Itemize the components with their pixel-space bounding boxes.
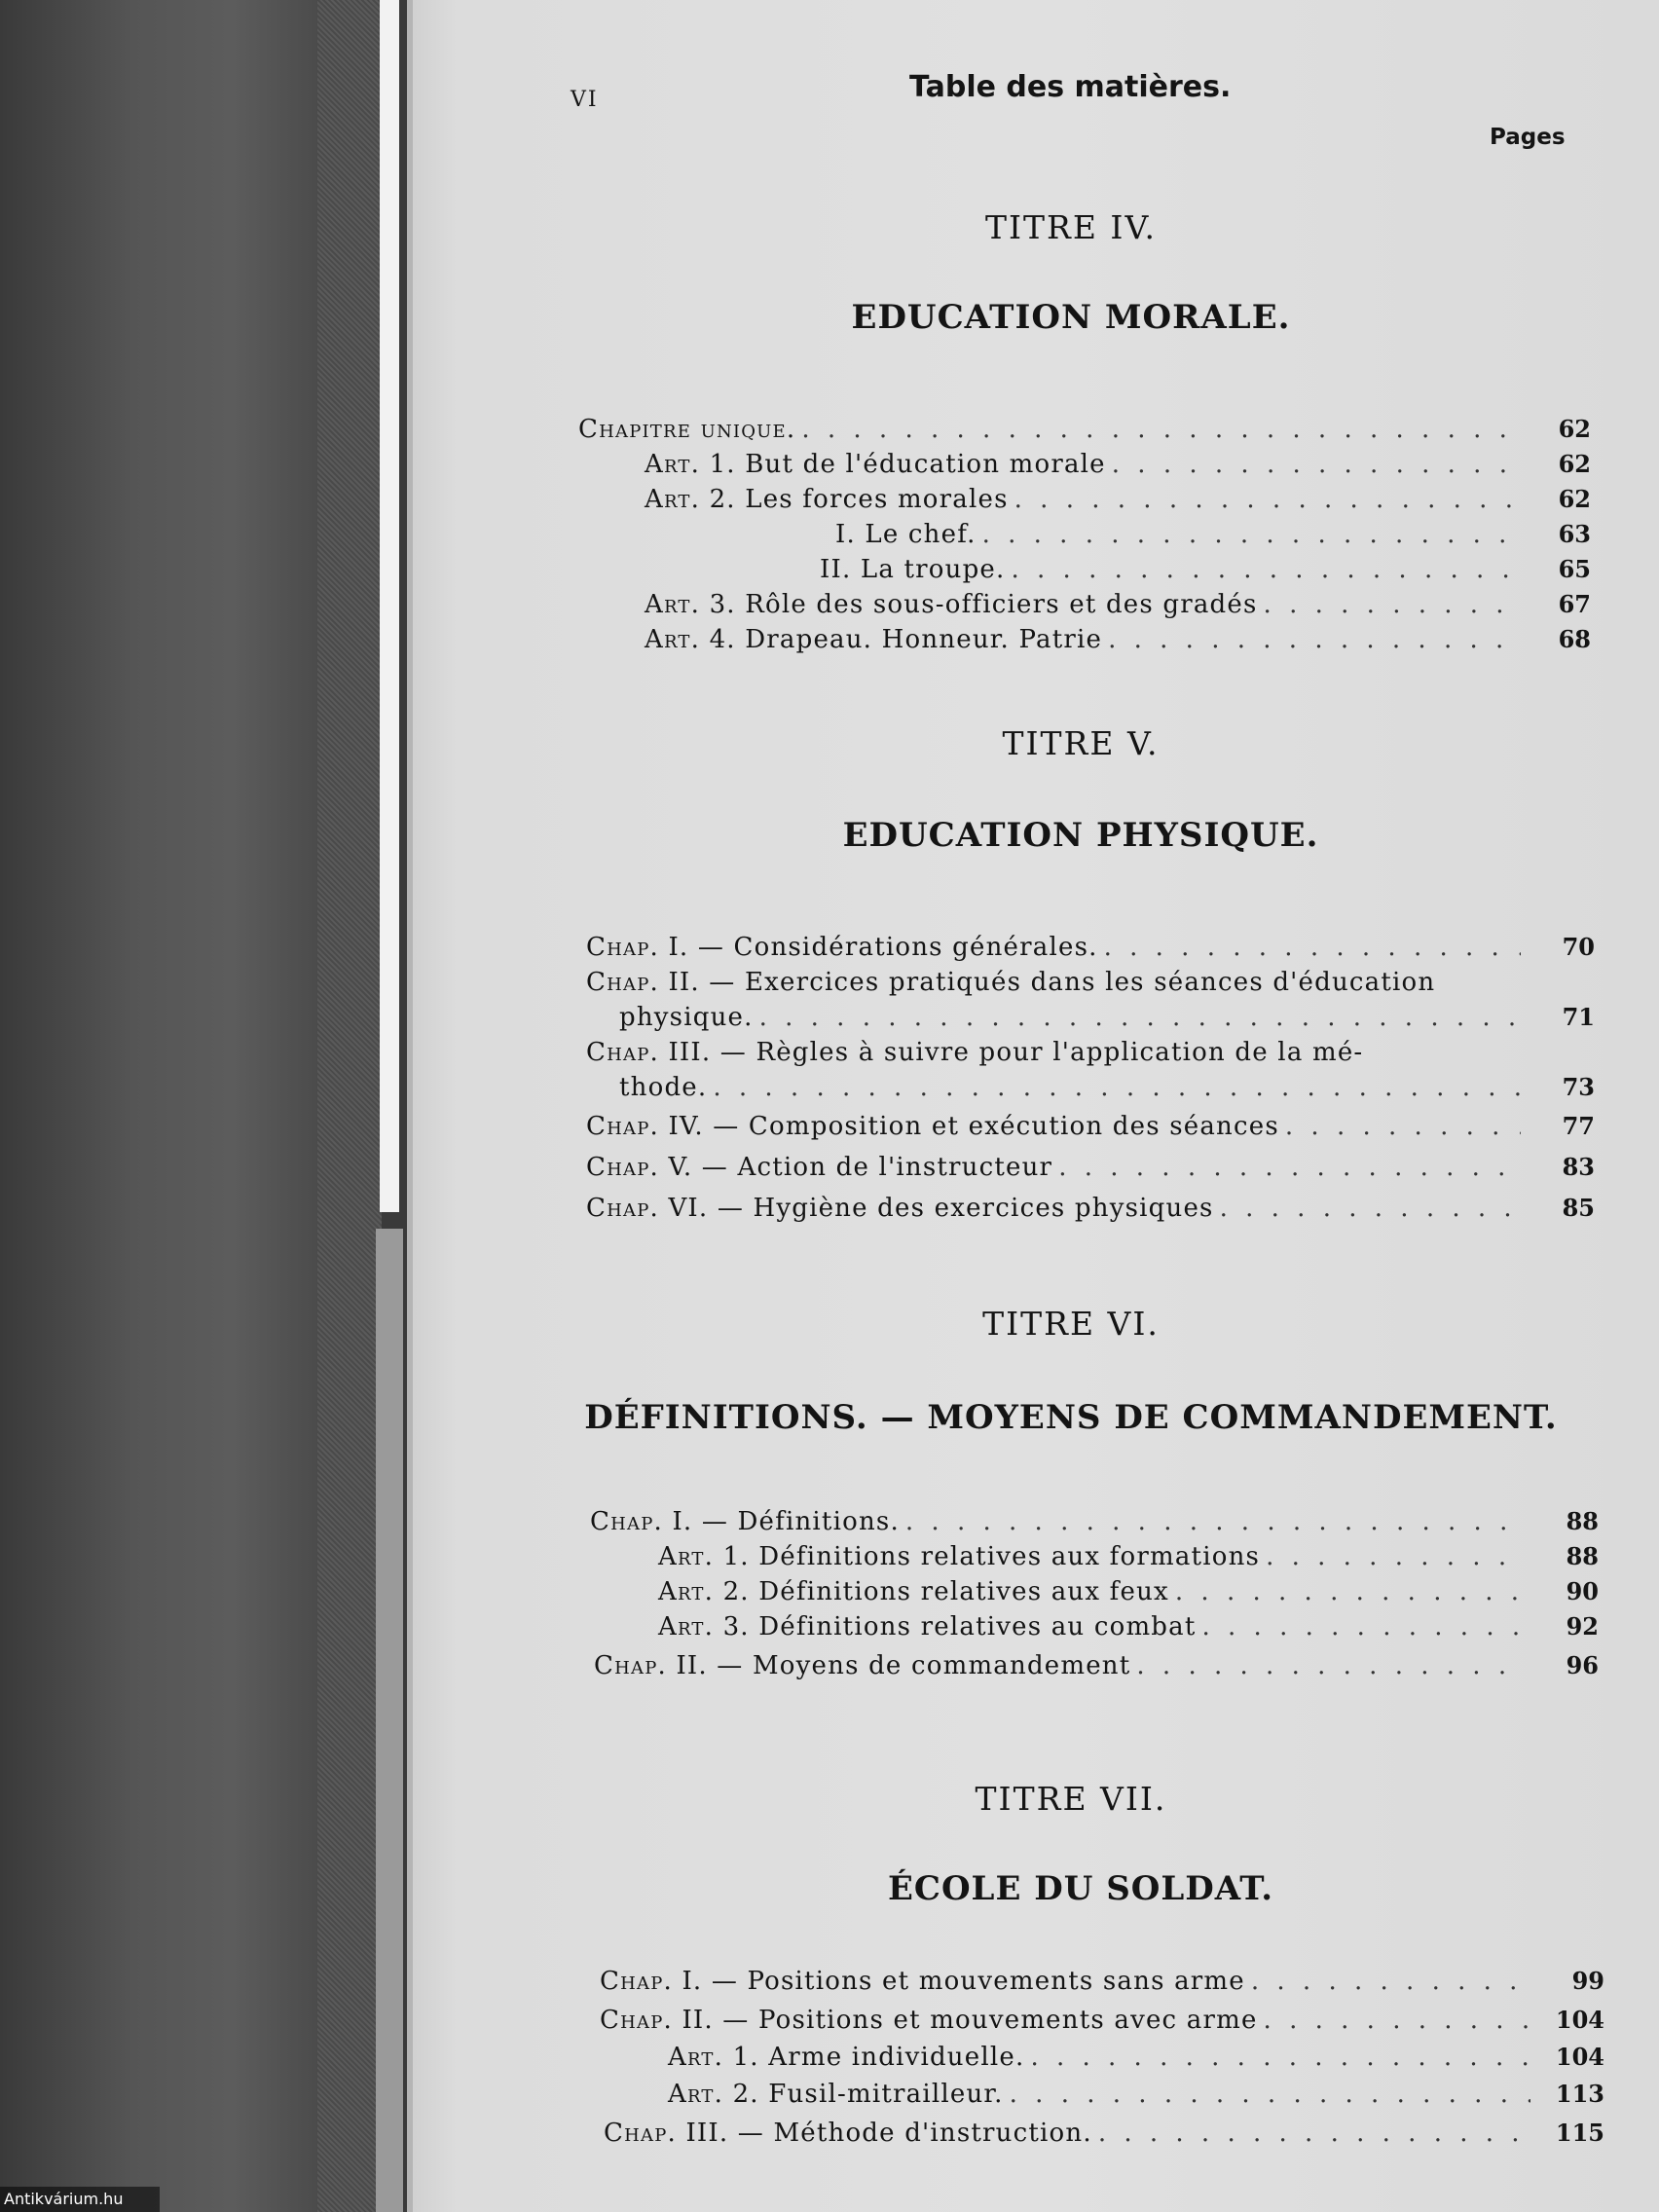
- entry-page-number: 73: [1562, 1073, 1595, 1101]
- entry-prefix: Art.: [645, 450, 701, 479]
- entry-prefix: Art.: [645, 590, 701, 619]
- entry-prefix: Art.: [658, 1577, 715, 1606]
- toc-entry: [586, 1112, 1595, 1141]
- entry-page-number: 62: [1558, 450, 1591, 478]
- titre-iv-label: TITRE IV.: [984, 208, 1158, 246]
- entry-title: II. — Moyens de commandement: [676, 1651, 1131, 1680]
- toc-entry: [586, 1153, 1595, 1182]
- entry-title: III. — Règles à suivre pour l'application de la mé-: [668, 1038, 1364, 1067]
- titre-vii-heading: ÉCOLE DU SOLDAT.: [887, 1869, 1274, 1908]
- entry-page-number: 104: [1555, 2006, 1604, 2034]
- toc-entry: [600, 1967, 1604, 1996]
- pages-column-label: Pages: [1490, 125, 1566, 150]
- toc-entry: [604, 2119, 1604, 2148]
- toc-entry: [594, 1651, 1599, 1680]
- entry-page-number: 65: [1558, 555, 1591, 583]
- entry-title: V. — Action de l'instructeur: [668, 1153, 1053, 1182]
- toc-entry: [645, 450, 1591, 479]
- entry-page-number: 62: [1558, 415, 1591, 443]
- entry-prefix: Chap.: [600, 2006, 673, 2035]
- dot-leader: [1011, 555, 1517, 584]
- dot-leader: [1098, 2119, 1530, 2148]
- toc-entry: [645, 625, 1591, 654]
- entry-title: 1. Définitions relatives aux formations: [722, 1542, 1261, 1571]
- entry-page-number: 68: [1558, 625, 1591, 653]
- entry-prefix: Chap.: [600, 1967, 673, 1996]
- entry-title: 1. Arme individuelle.: [732, 2043, 1025, 2072]
- titre-iv-heading: EDUCATION MORALE.: [851, 298, 1291, 337]
- entry-title: .: [786, 415, 796, 444]
- entry-prefix: Chap.: [586, 1112, 659, 1141]
- dot-leader: [1175, 1577, 1525, 1606]
- entry-prefix: Art.: [645, 485, 701, 514]
- entry-prefix: Chap.: [586, 1038, 659, 1067]
- entry-title: II. La troupe.: [820, 555, 1006, 584]
- titre-v-label: TITRE V.: [1002, 724, 1160, 762]
- toc-entry: [590, 1507, 1599, 1536]
- entry-prefix: Chap.: [590, 1507, 663, 1536]
- toc-entry: [668, 2080, 1604, 2109]
- entry-page-number: 90: [1566, 1577, 1599, 1605]
- entry-prefix: Art.: [668, 2043, 724, 2072]
- entry-page-number: 70: [1562, 933, 1595, 961]
- entry-prefix: Chap.: [604, 2119, 677, 2148]
- entry-prefix: Chap.: [586, 968, 659, 997]
- entry-continuation: physique.: [619, 1003, 754, 1032]
- dot-leader: [1264, 590, 1517, 619]
- spine-paper-strip: [380, 0, 399, 1212]
- entry-prefix: Art.: [658, 1542, 715, 1571]
- dot-leader: [1010, 2080, 1530, 2109]
- entry-page-number: 96: [1566, 1651, 1599, 1679]
- toc-entry: [586, 1194, 1595, 1223]
- toc-entry-continuation: [619, 1073, 1595, 1102]
- spine-lower-strip: [376, 1229, 403, 2212]
- dot-leader: [1266, 1542, 1525, 1571]
- dot-leader: [801, 415, 1517, 444]
- toc-entry: [668, 2043, 1604, 2072]
- entry-page-number: 63: [1558, 520, 1591, 548]
- entry-page-number: 62: [1558, 485, 1591, 513]
- toc-entry: [820, 555, 1591, 584]
- entry-page-number: 113: [1555, 2080, 1604, 2108]
- entry-page-number: 88: [1566, 1507, 1599, 1535]
- titre-vi-label: TITRE VI.: [982, 1305, 1160, 1343]
- titre-vi-heading: DÉFINITIONS. — MOYENS DE COMMANDEMENT.: [584, 1398, 1558, 1437]
- entry-page-number: 92: [1566, 1612, 1599, 1641]
- toc-entry: [578, 415, 1591, 444]
- entry-page-number: 104: [1555, 2043, 1604, 2071]
- entry-title: III. — Méthode d'instruction.: [685, 2119, 1092, 2148]
- book-page: [407, 0, 1659, 2212]
- entry-prefix: Art.: [645, 625, 701, 654]
- dot-leader: [1285, 1112, 1521, 1141]
- titre-v-heading: EDUCATION PHYSIQUE.: [842, 816, 1319, 855]
- dot-leader: [1202, 1612, 1526, 1641]
- entry-page-number: 77: [1562, 1112, 1595, 1140]
- toc-entry: [658, 1612, 1599, 1641]
- dot-leader: [1112, 450, 1517, 479]
- dot-leader: [713, 1073, 1521, 1102]
- entry-title: I. Le chef.: [835, 520, 977, 549]
- dot-leader: [1136, 1651, 1525, 1680]
- entry-page-number: 71: [1562, 1003, 1595, 1031]
- entry-page-number: 85: [1562, 1194, 1595, 1222]
- dot-leader: [1251, 1967, 1530, 1996]
- page-folio: VI: [571, 88, 599, 112]
- page-edge-shadow: [407, 0, 413, 2212]
- dot-leader: [1014, 485, 1517, 514]
- dot-leader: [1220, 1194, 1521, 1223]
- entry-title: I. — Définitions.: [672, 1507, 900, 1536]
- entry-title: 2. Fusil-mitrailleur.: [732, 2080, 1004, 2109]
- dot-leader: [1264, 2006, 1530, 2035]
- toc-entry-first-line: [586, 1038, 1363, 1067]
- toc-entry: [658, 1577, 1599, 1606]
- entry-prefix: Chap.: [594, 1651, 667, 1680]
- entry-prefix: Art.: [668, 2080, 724, 2109]
- entry-prefix: Chap.: [586, 1153, 659, 1182]
- dot-leader: [905, 1507, 1525, 1536]
- entry-page-number: 88: [1566, 1542, 1599, 1570]
- entry-prefix: Chapitre unique: [578, 415, 787, 444]
- dot-leader: [759, 1003, 1521, 1032]
- dot-leader: [1030, 2043, 1530, 2072]
- entry-page-number: 83: [1562, 1153, 1595, 1181]
- watermark-label: Antikvárium.hu: [0, 2187, 160, 2212]
- entry-prefix: Art.: [658, 1612, 715, 1641]
- toc-entry: [586, 933, 1595, 962]
- entry-prefix: Chap.: [586, 933, 659, 962]
- entry-continuation: thode.: [619, 1073, 708, 1102]
- toc-entry-continuation: [619, 1003, 1595, 1032]
- entry-title: I. — Positions et mouvements sans arme: [682, 1967, 1245, 1996]
- entry-title: 3. Rôle des sous-officiers et des gradés: [709, 590, 1258, 619]
- toc-entry: [600, 2006, 1604, 2035]
- book-spine: [317, 0, 382, 2212]
- entry-title: II. — Positions et mouvements avec arme: [682, 2006, 1258, 2035]
- entry-title: VI. — Hygiène des exercices physiques: [668, 1194, 1214, 1223]
- toc-entry: [658, 1542, 1599, 1571]
- entry-prefix: Chap.: [586, 1194, 659, 1223]
- entry-title: 3. Définitions relatives au combat: [722, 1612, 1197, 1641]
- dot-leader: [1058, 1153, 1521, 1182]
- titre-vii-label: TITRE VII.: [975, 1780, 1167, 1818]
- running-head: Table des matières.: [909, 70, 1232, 104]
- dot-leader: [1108, 625, 1517, 654]
- entry-page-number: 67: [1558, 590, 1591, 618]
- toc-entry: [645, 590, 1591, 619]
- entry-page-number: 99: [1571, 1967, 1604, 1995]
- entry-title: I. — Considérations générales.: [668, 933, 1098, 962]
- toc-entry: [835, 520, 1591, 549]
- entry-title: 4. Drapeau. Honneur. Patrie: [709, 625, 1103, 654]
- entry-title: II. — Exercices pratiqués dans les séances d'éducation: [668, 968, 1436, 997]
- entry-title: 2. Définitions relatives aux feux: [722, 1577, 1169, 1606]
- entry-title: 1. But de l'éducation morale: [709, 450, 1106, 479]
- toc-entry-first-line: [586, 968, 1435, 997]
- dot-leader: [982, 520, 1517, 549]
- dot-leader: [1104, 933, 1521, 962]
- entry-title: IV. — Composition et exécution des séances: [668, 1112, 1279, 1141]
- toc-entry: [645, 485, 1591, 514]
- entry-title: 2. Les forces morales: [709, 485, 1009, 514]
- entry-page-number: 115: [1555, 2119, 1604, 2147]
